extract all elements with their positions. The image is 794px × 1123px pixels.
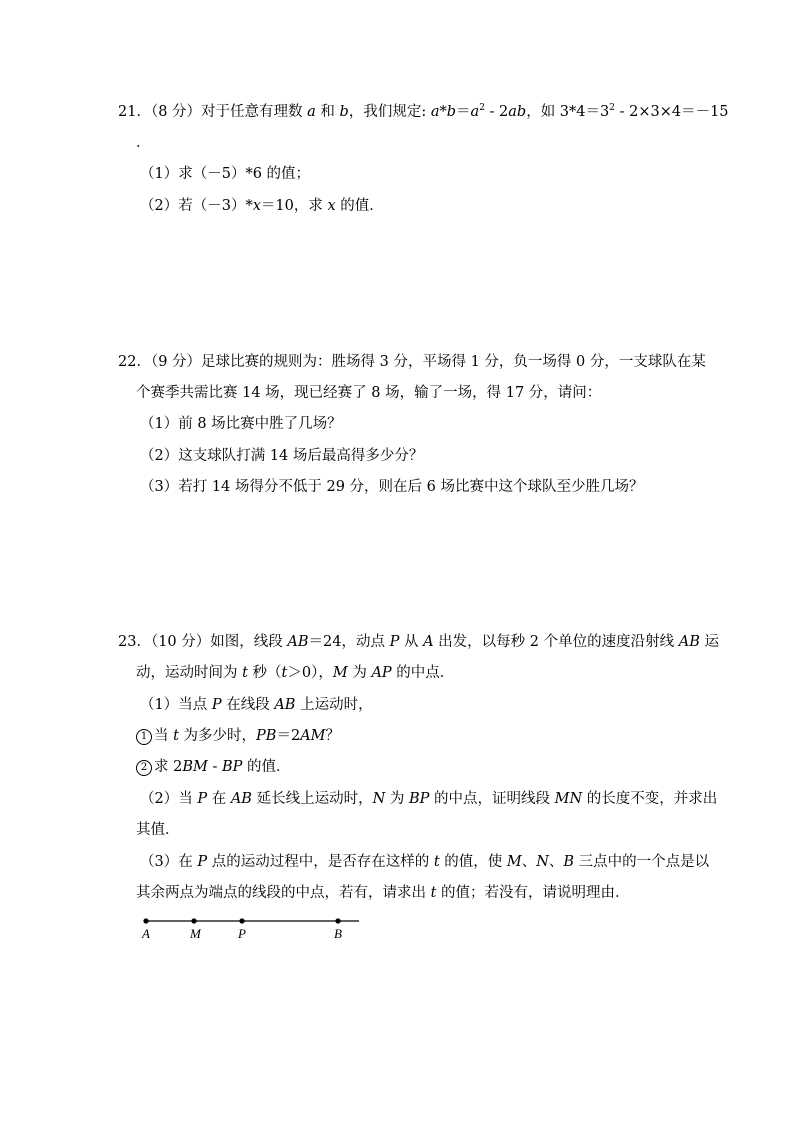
point-a	[143, 918, 148, 923]
segment-figure	[135, 910, 365, 944]
q22-part2: （2）这支球队打满 14 场后最高得多少分？	[140, 448, 424, 464]
point-label-b: B	[334, 926, 342, 941]
q21-part1: （1）求（－5）*6 的值；	[140, 166, 311, 182]
point-b	[335, 918, 340, 923]
point-p	[239, 918, 244, 923]
q23-subpart1: 1 当 t 为多少时，PB＝2AM？	[136, 727, 340, 745]
q23-part2: （2）当 P 在 AB 延长线上运动时，N 为 BP 的中点，证明线段 MN 的长度不变，并求出	[140, 791, 718, 807]
q22-line2: 个赛季共需比赛 14 场，现已经赛了 8 场，输了一场，得 17 分，请问：	[136, 385, 602, 401]
q22-line1: 22．（9 分）足球比赛的规则为：胜场得 3 分，平场得 1 分，负一场得 0 分，一支球队在某	[118, 354, 706, 370]
point-label-a: A	[142, 926, 150, 941]
q23-line2: 动，运动时间为 t 秒（t＞0），M 为 AP 的中点．	[136, 665, 455, 681]
q21-line2: ．	[136, 135, 151, 151]
q23-part3-cont: 其余两点为端点的线段的中点，若有，请求出 t 的值；若没有，请说明理由．	[136, 885, 630, 901]
circled-number-2: 2	[136, 760, 152, 776]
point-label-m: M	[190, 926, 201, 941]
q23-part3: （3）在 P 点的运动过程中，是否存在这样的 t 的值，使 M、N、B 三点中的一个点是以	[140, 854, 710, 870]
q23-subpart2: 2 求 2BM - BP 的值．	[136, 758, 291, 776]
q23-part1: （1）当点 P 在线段 AB 上运动时，	[140, 697, 373, 713]
q22-part3: （3）若打 14 场得分不低于 29 分，则在后 6 场比赛中这个球队至少胜几场？	[140, 479, 644, 495]
q21-line1: 21．（8 分）对于任意有理数 a 和 b，我们规定: $a*b=a^2 - 2ab$，如 $3*4=3^2 - 2\times 3\times 4=-15$	[118, 103, 729, 120]
point-label-p: P	[238, 926, 246, 941]
circled-number-1: 1	[136, 729, 152, 745]
point-m	[191, 918, 196, 923]
q23-line1: 23．（10 分）如图，线段 AB＝24，动点 P 从 A 出发，以每秒 2 个单位的速度沿射线 AB 运	[118, 634, 719, 650]
q22-part1: （1）前 8 场比赛中胜了几场？	[140, 416, 342, 432]
q23-part2-cont: 其值．	[136, 822, 180, 838]
q21-part2: （2）若（－3）*x＝10，求 x 的值．	[140, 198, 384, 214]
